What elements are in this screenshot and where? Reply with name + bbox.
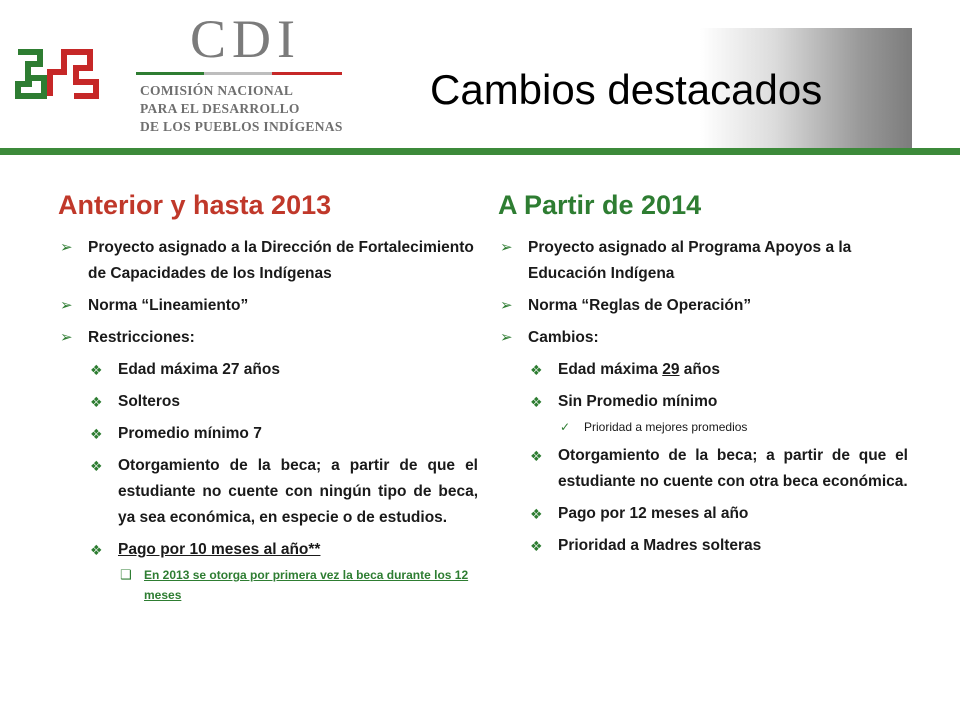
left-list (58, 235, 478, 605)
diamond-bullet-icon: ❖ (90, 362, 103, 378)
list-item-text: Otorgamiento de la beca; a partir de que el estudiante no cuente con ningún tipo de beca, ya sea económica, en especie o de estudios. (118, 457, 478, 526)
list-item (58, 235, 478, 287)
list-item (528, 389, 908, 437)
payment-note-text: En 2013 se otorga por primera vez la beca durante los 12 meses (144, 568, 469, 602)
list-item (118, 565, 478, 605)
list-item-text: Proyecto asignado al Programa Apoyos a la Educación Indígena (528, 239, 852, 282)
restrictions-list (88, 357, 478, 605)
arrow-bullet-icon: ➢ (60, 329, 73, 346)
cdi-logo-text (140, 82, 350, 136)
list-item (528, 443, 908, 495)
diamond-bullet-icon: ❖ (90, 542, 103, 558)
list-item (558, 417, 908, 437)
checkbox-bullet-icon: ❑ (120, 567, 132, 582)
checkmark-bullet-icon: ✓ (560, 420, 571, 434)
changes-list (528, 357, 908, 559)
age-prefix: Edad máxima (558, 361, 663, 378)
list-item (528, 357, 908, 383)
left-heading: Anterior y hasta 2013 (58, 190, 332, 220)
list-item-text: Sin Promedio mínimo (558, 393, 718, 410)
diamond-bullet-icon: ❖ (90, 394, 103, 410)
header-divider (0, 148, 960, 155)
left-column (58, 190, 478, 611)
diamond-bullet-icon: ❖ (530, 506, 543, 522)
diamond-bullet-icon: ❖ (530, 448, 543, 464)
list-item (58, 325, 478, 605)
arrow-bullet-icon: ➢ (500, 329, 513, 346)
age-suffix: años (679, 361, 720, 378)
right-list (498, 235, 908, 559)
list-item (88, 357, 478, 383)
diamond-bullet-icon: ❖ (90, 426, 103, 442)
logo-line-3: DE LOS PUEBLOS INDÍGENAS (140, 119, 343, 134)
arrow-bullet-icon: ➢ (60, 297, 73, 314)
list-item-text: Promedio mínimo 7 (118, 425, 262, 442)
list-item (58, 293, 478, 319)
list-item-text: Prioridad a Madres solteras (558, 537, 762, 554)
cdi-logo-symbol-icon (14, 44, 100, 104)
list-item (498, 235, 908, 287)
arrow-bullet-icon: ➢ (500, 239, 513, 256)
diamond-bullet-icon: ❖ (530, 362, 543, 378)
slide-title: Cambios destacados (430, 66, 823, 113)
arrow-bullet-icon: ➢ (500, 297, 513, 314)
priority-note-text: Prioridad a mejores promedios (584, 420, 748, 434)
logo-line-1: COMISIÓN NACIONAL (140, 83, 294, 98)
list-item-text: Pago por 12 meses al año (558, 505, 749, 522)
diamond-bullet-icon: ❖ (530, 394, 543, 410)
payment-note-list (118, 565, 478, 605)
list-item-text: Cambios: (528, 329, 599, 346)
list-item (88, 421, 478, 447)
right-column (498, 190, 908, 565)
list-item-text: Pago por 10 meses al año** (118, 541, 321, 558)
list-item (528, 501, 908, 527)
list-item (88, 453, 478, 531)
priority-note-list (558, 417, 908, 437)
right-heading: A Partir de 2014 (498, 190, 702, 220)
slide-header (0, 0, 960, 152)
list-item (528, 533, 908, 559)
list-item-text: Norma “Reglas de Operación” (528, 297, 752, 314)
list-item (498, 325, 908, 559)
list-item-text: Restricciones: (88, 329, 195, 346)
logo-line-2: PARA EL DESARROLLO (140, 101, 300, 116)
age-value: 29 (662, 361, 680, 378)
list-item-text: Solteros (118, 393, 181, 410)
diamond-bullet-icon: ❖ (90, 458, 103, 474)
list-item-text: Otorgamiento de la beca; a partir de que el estudiante no cuente con otra beca económica. (558, 447, 908, 490)
list-item (88, 389, 478, 415)
cdi-logo-acronym: CDI (190, 9, 301, 69)
list-item-text: Norma “Lineamiento” (88, 297, 249, 314)
list-item-text: Edad máxima 27 años (118, 361, 280, 378)
list-item-text: Proyecto asignado a la Dirección de Fortalecimiento de Capacidades de los Indígenas (88, 239, 474, 282)
arrow-bullet-icon: ➢ (60, 239, 73, 256)
list-item (88, 537, 478, 605)
list-item (498, 293, 908, 319)
diamond-bullet-icon: ❖ (530, 538, 543, 554)
logo-tricolor-rule (136, 72, 342, 75)
